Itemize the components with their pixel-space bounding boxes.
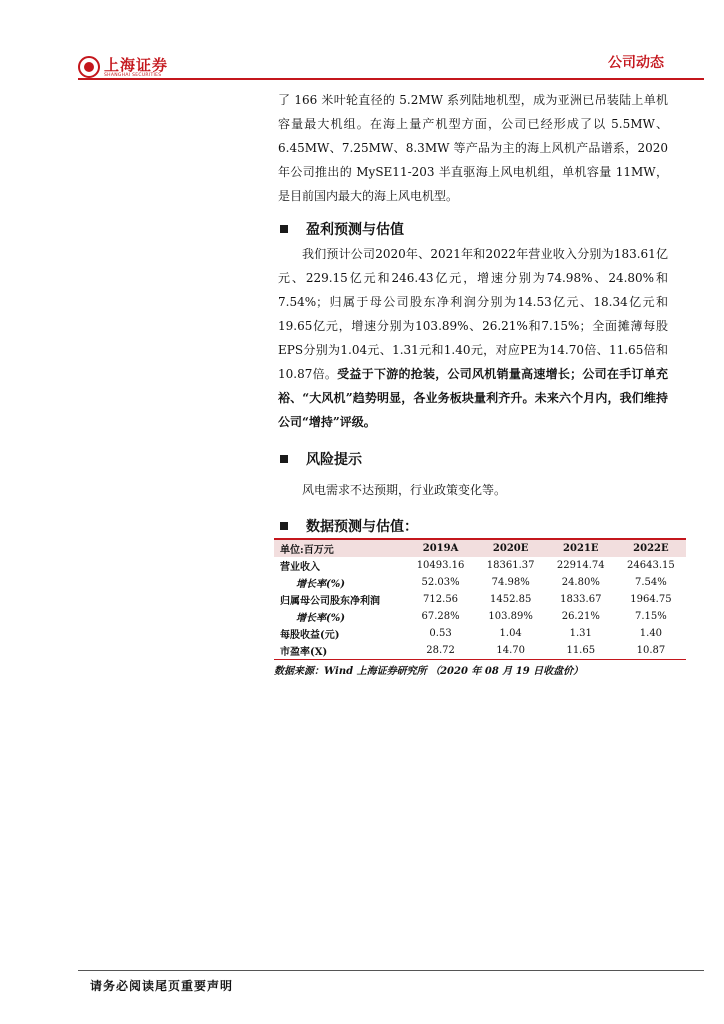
table-row — [274, 642, 686, 660]
table-cell: 1833.67 — [560, 593, 602, 605]
table-cell: 52.03% — [421, 576, 460, 588]
square-bullet-icon — [280, 455, 288, 463]
table-cell: 10.87 — [616, 642, 686, 660]
table-row — [274, 557, 686, 574]
row-label: 市盈率(X) — [274, 642, 406, 660]
logo-emblem-icon — [78, 56, 100, 78]
data-source-note: 数据来源：Wind 上海证券研究所 （2020 年 08 月 19 日收盘价） — [274, 665, 584, 677]
table-row — [274, 591, 686, 608]
table-cell: 0.53 — [429, 627, 452, 639]
table-cell: 7.54% — [635, 576, 667, 588]
main-content — [274, 88, 675, 677]
table-cell: 1.31 — [569, 627, 592, 639]
row-label: 归属母公司股东净利润 — [280, 595, 380, 607]
page-header — [78, 50, 704, 84]
table-cell: 712.56 — [423, 593, 459, 605]
table-header-row — [274, 540, 686, 557]
table-cell: 103.89% — [488, 610, 533, 622]
table-column-header: 2021E — [546, 540, 616, 557]
table-cell: 14.70 — [476, 642, 546, 660]
forecast-table — [274, 540, 686, 660]
table-cell: 7.15% — [635, 610, 667, 622]
intro-paragraph: 了 166 米叶轮直径的 5.2MW 系列陆地机型，成为亚洲已吊装陆上单机容量最大机组。在海上量产机型方面，公司已经形成了以 5.5MW、6.45MW、7.25MW、8.3MW 等产品为主的海上风机产品谱系，2020 年公司推出的 MySE11-203 半直驱海上风电机组，单机容量 11MW，是目前国内最大的海上风电机型。 — [278, 93, 668, 203]
header-divider — [78, 78, 704, 80]
risk-paragraph: 风电需求不达预期，行业政策变化等。 — [302, 483, 507, 497]
forecast-body-bold: 受益于下游的抢装，公司风机销量高速增长；公司在手订单充裕、“大风机”趋势明显，各业务板块量利齐升。未来六个月内，我们维持公司“增持”评级。 — [278, 367, 668, 429]
footer-divider — [78, 970, 704, 971]
footer-disclaimer: 请务必阅读尾页重要声明 — [90, 979, 234, 993]
table-cell: 26.21% — [561, 610, 600, 622]
table-cell: 18361.37 — [486, 559, 535, 571]
table-cell: 11.65 — [546, 642, 616, 660]
table-cell: 28.72 — [406, 642, 476, 660]
square-bullet-icon — [280, 225, 288, 233]
forecast-section-heading — [278, 216, 668, 242]
forecast-body: 我们预计公司2020年、2021年和2022年营业收入分别为183.61亿元、229.15亿元和246.43亿元，增速分别为74.98%、24.80%和7.54%；归属于母公司股东净利润分别为14.53亿元、18.34亿元和19.65亿元，增速分别为103.89%、26.21%和7.15%；全面摊薄每股EPS分别为1.04元、1.31元和1.40元，对应PE为14.70倍、11.65倍和10.87倍。 — [278, 247, 668, 381]
table-cell: 22914.74 — [556, 559, 605, 571]
table-column-header: 2019A — [406, 540, 476, 557]
table-cell: 24643.15 — [627, 559, 675, 571]
square-bullet-icon — [280, 522, 288, 530]
table-row — [274, 574, 686, 591]
table-cell: 24.80% — [561, 576, 600, 588]
risk-section-heading — [278, 446, 668, 472]
row-label: 每股收益(元) — [280, 629, 340, 641]
data-section-heading — [278, 514, 668, 538]
table-cell: 1.04 — [499, 627, 522, 639]
table-cell: 74.98% — [491, 576, 530, 588]
table-column-header: 2020E — [476, 540, 546, 557]
data-section-title: 数据预测与估值： — [306, 519, 418, 535]
row-label: 增长率(%) — [296, 578, 345, 590]
table-column-header: 2022E — [616, 540, 686, 557]
table-cell: 1.40 — [639, 627, 663, 639]
forecast-section-title: 盈利预测与估值 — [306, 222, 404, 238]
table-row — [274, 608, 686, 625]
section-tag: 公司动态 — [608, 55, 664, 71]
table-cell: 67.28% — [421, 610, 460, 622]
table-cell: 1452.85 — [489, 593, 532, 605]
table-cell: 1964.75 — [630, 593, 672, 605]
logo-text-cn: 上海证券 — [104, 56, 169, 74]
table-row — [274, 625, 686, 642]
row-label: 营业收入 — [280, 561, 320, 573]
forecast-paragraph — [278, 242, 668, 434]
logo-text-en: SHANGHAI SECURITIES — [104, 73, 162, 78]
row-label: 增长率(%) — [296, 612, 345, 624]
risk-section-title: 风险提示 — [306, 452, 362, 468]
table-unit-label: 单位:百万元 — [274, 540, 406, 557]
table-cell: 10493.16 — [416, 559, 465, 571]
